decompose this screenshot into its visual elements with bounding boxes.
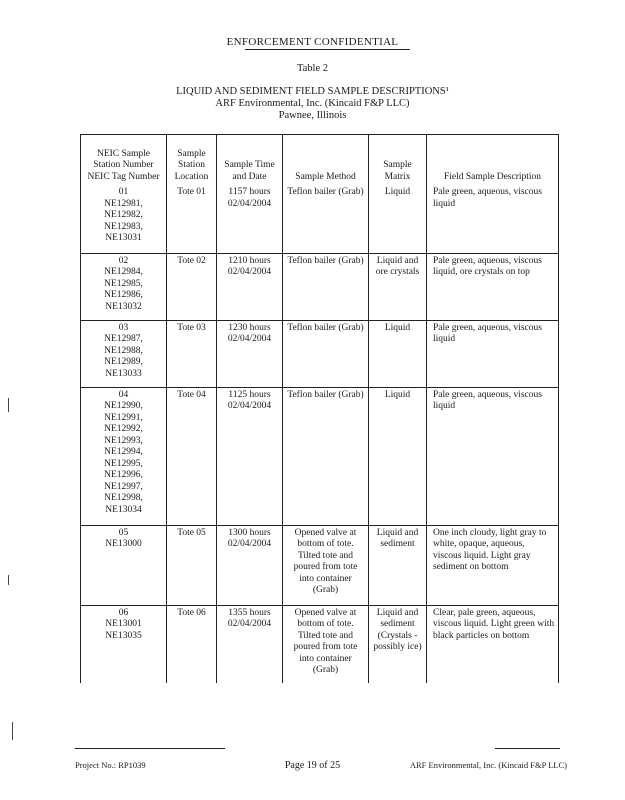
- sample-date: 02/04/2004: [227, 401, 272, 411]
- location-cell: Tote 01: [167, 185, 217, 253]
- description-cell: Pale green, aqueous, viscous liquid: [427, 320, 559, 387]
- station-cell: [81, 525, 167, 605]
- matrix-cell: Liquid and sediment: [369, 525, 427, 605]
- tag-number: NE12995,: [104, 458, 143, 469]
- tag-number: NE12988,: [104, 345, 143, 356]
- tag-number: NE12993,: [104, 435, 143, 446]
- sample-time: 1210 hours: [228, 255, 271, 266]
- location-cell: Tote 04: [167, 387, 217, 525]
- sample-date: 02/04/2004: [227, 539, 272, 549]
- table-header-row: [81, 135, 559, 186]
- station-number: 01: [118, 187, 129, 197]
- tag-number: NE12985,: [104, 278, 143, 289]
- table-title: LIQUID AND SEDIMENT FIELD SAMPLE DESCRIPTIONS¹: [176, 86, 449, 97]
- col-header-location: Sample Station Location: [167, 135, 217, 186]
- footer-project: Project No.: RP1039: [75, 760, 146, 770]
- description-cell: Clear, pale green, aqueous, viscous liquid. Light green with black particles on bottom: [427, 605, 559, 683]
- method-cell: Opened valve at bottom of tote. Tilted tote and poured from tote into container (Grab): [283, 525, 369, 605]
- table-label: Table 2: [296, 63, 329, 74]
- time-date-cell: [217, 387, 283, 525]
- table-subtitle: ARF Environmental, Inc. (Kincaid F&P LLC): [215, 98, 410, 109]
- confidential-header: ENFORCEMENT CONFIDENTIAL: [226, 36, 399, 48]
- tag-number: NE12994,: [104, 447, 143, 457]
- location-cell: Tote 06: [167, 605, 217, 683]
- matrix-cell: Liquid: [369, 387, 427, 525]
- station-number: 04: [118, 389, 129, 400]
- matrix-cell: Liquid: [369, 320, 427, 387]
- tag-number: NE13001: [105, 619, 142, 629]
- col-header-matrix: Sample Matrix: [369, 135, 427, 186]
- station-number: 05: [118, 527, 129, 538]
- col-header-time-date: Sample Time and Date: [217, 135, 283, 186]
- footer-rule-left: [75, 748, 225, 749]
- time-date-cell: [217, 185, 283, 253]
- station-cell: [81, 320, 167, 387]
- tag-number: NE13032: [105, 301, 142, 312]
- tag-number: NE12997,: [104, 481, 143, 492]
- tag-number: NE13000: [105, 539, 142, 549]
- station-number: 03: [118, 322, 129, 333]
- footer-rule-right: [495, 748, 560, 749]
- table-row: [81, 525, 559, 605]
- table-row: [81, 387, 559, 525]
- matrix-cell: Liquid and sediment (Crystals - possibly ice): [369, 605, 427, 683]
- tag-number: NE12982,: [104, 210, 143, 220]
- tag-number: NE12986,: [104, 290, 143, 300]
- tag-number: NE12984,: [104, 267, 143, 277]
- tag-number: NE12983,: [104, 221, 143, 232]
- station-cell: [81, 253, 167, 320]
- sample-descriptions-table: [80, 134, 559, 683]
- time-date-cell: [217, 605, 283, 683]
- table-row: [81, 185, 559, 253]
- description-cell: Pale green, aqueous, viscous liquid: [427, 387, 559, 525]
- time-date-cell: [217, 525, 283, 605]
- confidential-underline: [245, 49, 410, 50]
- table-location: Pawnee, Illinois: [278, 110, 347, 121]
- tag-number: NE12992,: [104, 424, 143, 434]
- matrix-cell: Liquid: [369, 185, 427, 253]
- table-row: [81, 253, 559, 320]
- col-header-description: Field Sample Description: [427, 135, 559, 186]
- sample-time: 1230 hours: [228, 322, 271, 333]
- footer-page: Page 19 of 25: [284, 760, 341, 771]
- location-cell: Tote 02: [167, 253, 217, 320]
- sample-time: 1125 hours: [228, 389, 271, 400]
- table-row: [81, 605, 559, 683]
- location-cell: Tote 05: [167, 525, 217, 605]
- method-cell: Teflon bailer (Grab): [283, 185, 369, 253]
- tag-number: NE12998,: [104, 493, 143, 503]
- col-header-station: NEIC Sample Station Number NEIC Tag Number: [81, 135, 167, 186]
- tag-number: NE13034: [105, 504, 142, 515]
- tag-number: NE13031: [105, 233, 142, 243]
- tag-number: NE12991,: [104, 412, 143, 423]
- footer-company: ARF Environmental, Inc. (Kincaid F&P LLC): [409, 760, 567, 770]
- sample-time: 1157 hours: [228, 187, 271, 197]
- sample-date: 02/04/2004: [227, 198, 272, 209]
- sample-date: 02/04/2004: [227, 267, 272, 277]
- method-cell: Teflon bailer (Grab): [283, 320, 369, 387]
- station-cell: [81, 387, 167, 525]
- tag-number: NE13033: [105, 368, 142, 379]
- station-number: 02: [118, 255, 129, 266]
- tag-number: NE12981,: [104, 198, 143, 209]
- description-cell: Pale green, aqueous, viscous liquid: [427, 185, 559, 253]
- scan-mark: [12, 722, 13, 740]
- tag-number: NE12990,: [104, 401, 143, 411]
- sample-date: 02/04/2004: [227, 334, 272, 344]
- method-cell: Teflon bailer (Grab): [283, 387, 369, 525]
- tag-number: NE12987,: [104, 334, 143, 344]
- scan-mark: [8, 398, 9, 412]
- description-cell: Pale green, aqueous, viscous liquid, ore crystals on top: [427, 253, 559, 320]
- scan-mark: [8, 575, 9, 585]
- station-number: 06: [118, 607, 129, 618]
- tag-number: NE13035: [105, 630, 142, 641]
- method-cell: Opened valve at bottom of tote. Tilted tote and poured from tote into container (Grab): [283, 605, 369, 683]
- location-cell: Tote 03: [167, 320, 217, 387]
- sample-time: 1300 hours: [228, 527, 271, 538]
- method-cell: Teflon bailer (Grab): [283, 253, 369, 320]
- matrix-cell: Liquid and ore crystals: [369, 253, 427, 320]
- description-cell: One inch cloudy, light gray to white, opaque, aqueous, viscous liquid. Light gray sediment on bottom: [427, 525, 559, 605]
- tag-number: NE12996,: [104, 470, 143, 480]
- sample-time: 1355 hours: [228, 607, 271, 618]
- time-date-cell: [217, 253, 283, 320]
- tag-number: NE12989,: [104, 357, 143, 367]
- station-cell: [81, 605, 167, 683]
- time-date-cell: [217, 320, 283, 387]
- sample-date: 02/04/2004: [227, 619, 272, 629]
- table-row: [81, 320, 559, 387]
- station-cell: [81, 185, 167, 253]
- col-header-method: Sample Method: [283, 135, 369, 186]
